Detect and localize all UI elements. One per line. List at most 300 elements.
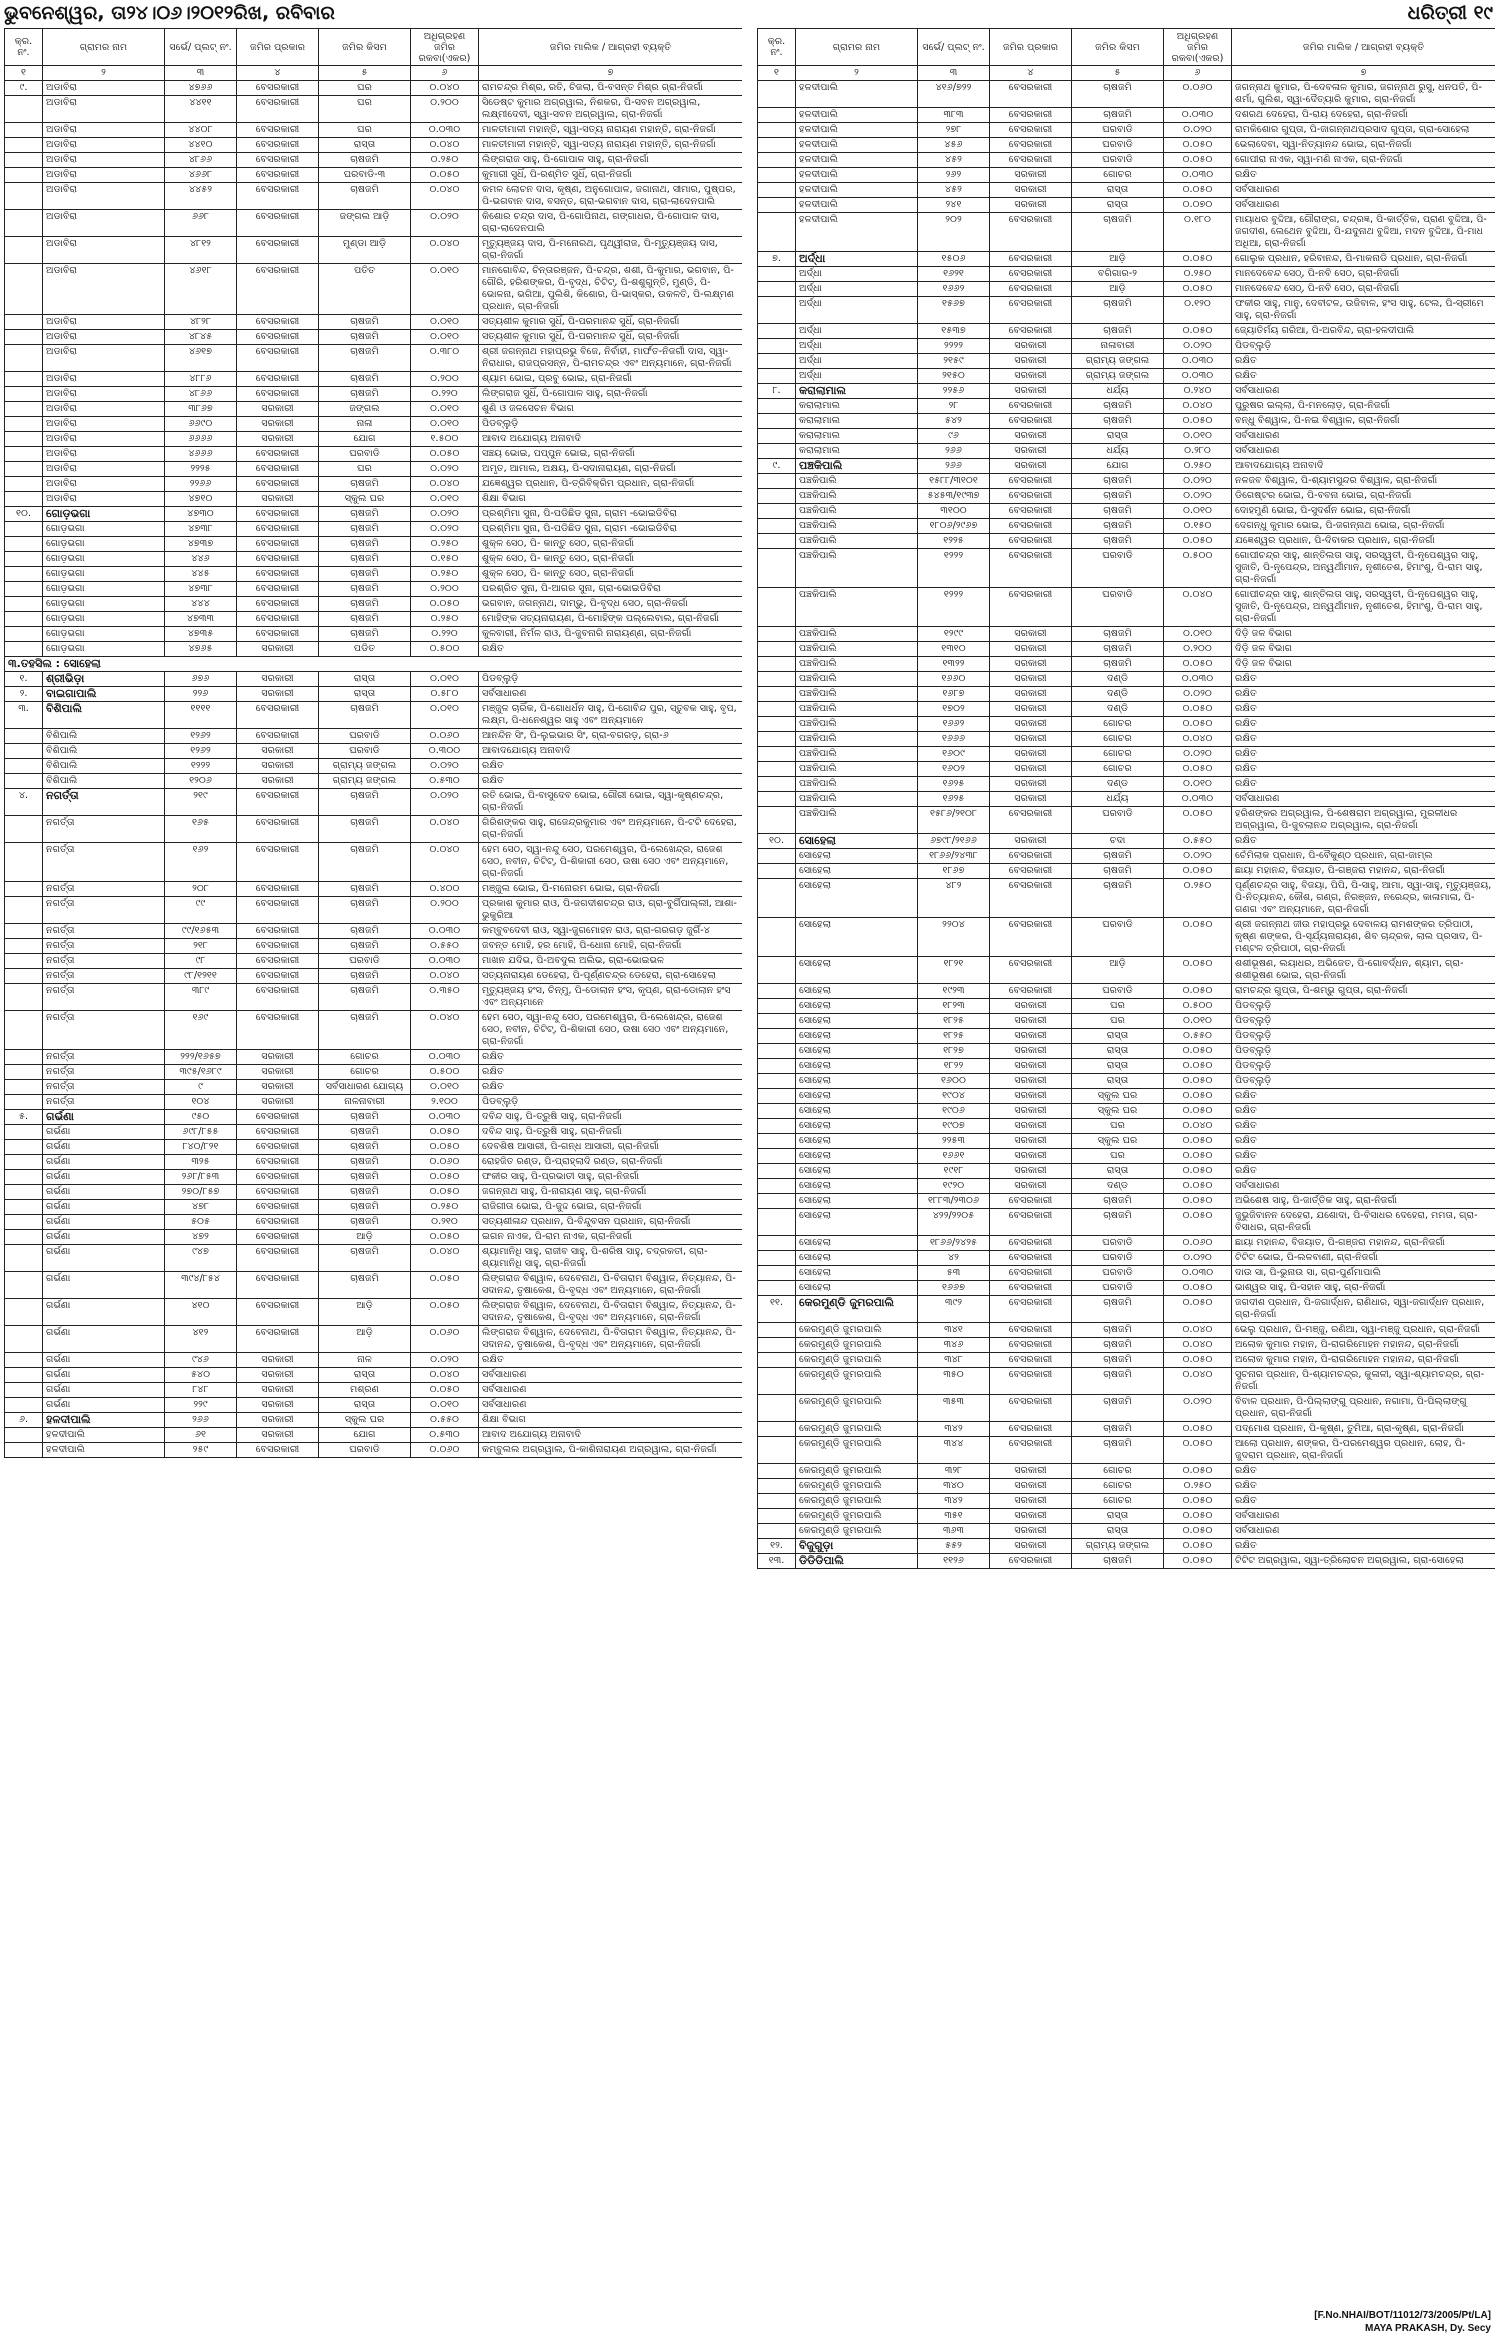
owner-cell: ମାନଗୋବିନ୍ଦ, ଚିନ୍ତାରଞ୍ଜନ, ପି-ଚନ୍ଦ୍ର, ଶଶୀ, ପି-କୁମାର, ଭଗବାନ, ପି-ଗୌରି, ହରିଶଙ୍କର, ପି-ବୃଦ୍ଧ, ଚିଟିଟ୍, ପି-ଶଶୁଗୁନ୍ତି, ମୁଣ୍ଡି, ପି-ଭୋଳନା, ଭଗିଆ, ପୁଲିଶି, କିଶୋର, ପି-ଭାସ୍କର, ଉକଳତି, ପି-ଲକ୍ଷ୍ମଣ ପ୍ରଧାନ, ଗ୍ରା-ନିଜର୍ଗା <box>479 264 743 315</box>
owner-cell: ପିଡବ୍ଲୁଡ଼ି <box>1232 1014 1496 1029</box>
kisam-cell: ନାଳାବାରୀ <box>1072 339 1164 354</box>
serial-cell <box>5 537 43 552</box>
serial-cell <box>5 462 43 477</box>
village-cell: ନଗର୍ତ୍ତା <box>43 1011 165 1050</box>
table-row <box>758 354 1496 369</box>
kisam-cell: ଘରବାଡି <box>1072 588 1164 627</box>
table-row <box>758 183 1496 198</box>
plot-number-cell: ୨୬୬ <box>918 444 990 459</box>
plot-number-cell: ୧୬୨୫ <box>918 777 990 792</box>
owner-cell: ସତ୍ୟଶୀଳ କୁମାର ସୁଧିଁ, ପି-ପରମାନନ୍ଦ ସୁଧିଁ, ଗ୍ରା-ନିଜର୍ଗା <box>479 330 743 345</box>
area-cell: ୦.୦୫୦ <box>1164 1494 1232 1509</box>
village-cell: ସୋହେଲା <box>796 879 918 918</box>
plot-number-cell: ୫୪୦ <box>165 1368 237 1383</box>
land-type-cell: ସରକାରୀ <box>237 492 319 507</box>
village-cell: ଗର୍ଭଣା <box>43 1245 165 1272</box>
owner-cell: ଜୁଭୁଜିବାନନ ଦେହେରା, ଯଶୋଦା, ପି-ବିସାଧର ଦେହେରା, ମମତା, ଗ୍ରା-ବିସାଧର, ଗ୍ରା-ନିଜର୍ଗା <box>1232 1209 1496 1236</box>
owner-cell: କମ୍ବୁଲଲ ଅଗ୍ରୱାଲ, ପି-କାଶିନାରାୟଣ ଅଗ୍ରୱାଲ, ଗ୍ରା-ନିଜର୍ଗା <box>479 1443 743 1458</box>
serial-cell <box>758 1338 796 1353</box>
area-cell: ୦.୨୫୦ <box>1164 1479 1232 1494</box>
table-row <box>758 1437 1496 1464</box>
area-cell: ୦.୫୫୦ <box>411 939 479 954</box>
plot-number-cell: ୯୮ <box>165 954 237 969</box>
land-type-cell: ସରକାରୀ <box>990 198 1072 213</box>
plot-number-cell: ୨୪୧ <box>918 198 990 213</box>
kisam-cell: ଚାଷଜମି <box>1072 489 1164 504</box>
serial-cell: ୧୨. <box>758 1539 796 1554</box>
serial-cell: ୫. <box>5 1110 43 1125</box>
plot-number-cell: ୧୮୨୫ <box>918 1029 990 1044</box>
serial-cell <box>758 474 796 489</box>
serial-cell <box>758 123 796 138</box>
land-type-cell: ବେସରକାରୀ <box>237 1230 319 1245</box>
land-type-cell: ସରକାରୀ <box>237 417 319 432</box>
kisam-cell: ଘର <box>319 81 411 96</box>
area-cell: ୦.୦୧୦ <box>411 1398 479 1413</box>
land-type-cell: ବେସରକାରୀ <box>990 588 1072 627</box>
plot-number-cell: ୩୯୨ <box>918 1296 990 1323</box>
plot-number-cell: ୩୯୪/୮୫୪ <box>165 1272 237 1299</box>
serial-cell <box>758 1014 796 1029</box>
table-row <box>5 939 743 954</box>
kisam-cell: ଚାଷଜମି <box>1072 519 1164 534</box>
plot-number-cell: ୧୭୦୨ <box>918 702 990 717</box>
owner-cell: ଜ୍ୟୋତିର୍ମୟ ଗରିଆ, ପି-ଅରବିନ୍ଦ, ଗ୍ରା-ହଳଦୀପାଲି <box>1232 324 1496 339</box>
serial-cell <box>758 1074 796 1089</box>
plot-number-cell: ୩୪୨ <box>918 1494 990 1509</box>
table-row <box>758 1464 1496 1479</box>
table-row <box>758 324 1496 339</box>
village-cell: କେରମୁଣ୍ଡି ଜୁମରପାଲି <box>796 1395 918 1422</box>
plot-number-cell: ୪୬୬୬ <box>165 447 237 462</box>
village-cell: ଅଡାବିରା <box>43 432 165 447</box>
plot-number-cell: ୧୨୨୨ <box>918 588 990 627</box>
owner-cell: ପଦ୍ମୋଶ ପ୍ରଧାନ, ପି-କୃଷ୍ଣ, ତୁମିଆ, ଗ୍ରା-କୃଷ୍ଣ, ଗ୍ରା-ନିଜର୍ଗା <box>1232 1422 1496 1437</box>
land-type-cell: ସରକାରୀ <box>990 444 1072 459</box>
plot-number-cell: ୨୧୮ <box>165 939 237 954</box>
table-row <box>758 1524 1496 1539</box>
kisam-cell: ଚାଷଜମି <box>319 597 411 612</box>
village-cell: ବିଶିପାଲି <box>43 774 165 789</box>
kisam-cell: ଚାଷଜମି <box>319 537 411 552</box>
village-cell: କେରମୁଣ୍ଡି ଜୁମରପାଲି <box>796 1296 918 1323</box>
kisam-cell: ଚାଷଜମି <box>1072 1296 1164 1323</box>
land-type-cell: ସରକାରୀ <box>990 1119 1072 1134</box>
owner-cell: ସତ୍ୟଶୀଳ କୁମାର ସୁଧିଁ, ପି-ପରମାନନ୍ଦ ସୁଧିଁ, ଗ୍ରା-ନିଜର୍ଗା <box>479 315 743 330</box>
plot-number-cell: ୧୮୨୫ <box>918 1014 990 1029</box>
kisam-cell: ଘରବାଡି <box>1072 123 1164 138</box>
area-cell: ୦.୫୦୦ <box>411 1065 479 1080</box>
land-type-cell: ବେସରକାରୀ <box>990 549 1072 588</box>
village-cell: କରାଲାମାଲ <box>796 399 918 414</box>
area-cell: ୦.୦୩୦ <box>411 924 479 939</box>
land-type-cell: ବେସରକାରୀ <box>990 957 1072 984</box>
land-type-cell: ବେସରକାରୀ <box>237 897 319 924</box>
plot-number-cell: ୩୫୦ <box>918 1368 990 1395</box>
owner-cell: ରାମଚନ୍ଦ୍ର ଗୁପ୍ତା, ପି-ଶମ୍ଭୁ ଗୁପ୍ତା, ଗ୍ରା-ନିଜର୍ଗା <box>1232 984 1496 999</box>
serial-cell <box>5 729 43 744</box>
kisam-cell: ଦଣ୍ଡି <box>1072 672 1164 687</box>
serial-cell <box>5 1245 43 1272</box>
owner-cell: ସିଡେଷ୍ଟ କୁମାର ଅଗ୍ରୱାଲ, ନିଶକର, ପି-ସବନ ଅଗ୍ରୱାଲ, ଲକ୍ଷ୍ମୀଦେବୀ, ସ୍ୱା-ସବନ ଅଗ୍ରୱାଲ, ଗ୍ରା-ନିଜର୍ଗା <box>479 96 743 123</box>
owner-cell: ରକ୍ଷିତ <box>479 774 743 789</box>
owner-cell: ପରଶ୍ରିତ ସୁନା, ପି-ଆଗର ସୁନା, ଗ୍ରା-ଭୋଇଡିବିରା <box>479 582 743 597</box>
village-cell: ସୋହେଲା <box>796 1251 918 1266</box>
village-cell: ସୋହେଲା <box>796 918 918 957</box>
serial-cell <box>5 123 43 138</box>
area-cell: ୦.୦୨୦ <box>1164 489 1232 504</box>
table-row <box>5 123 743 138</box>
kisam-cell: ଘର <box>319 96 411 123</box>
plot-number-cell: ୨୦୮ <box>165 882 237 897</box>
table-row <box>5 816 743 843</box>
plot-number-cell: ୪୪୫ <box>165 567 237 582</box>
area-cell: ୦.୦୩୦ <box>1164 1266 1232 1281</box>
area-cell: ୦.୫୫୦ <box>1164 1029 1232 1044</box>
area-cell: ୦.୦୧୦ <box>1164 777 1232 792</box>
owner-cell: ଦିଡ଼ି ଜଳ ବିଭାଗ <box>1232 642 1496 657</box>
area-cell: ୦.୦୩୦ <box>1164 369 1232 384</box>
plot-number-cell: ୬୯୮/୮୫୫ <box>165 1125 237 1140</box>
plot-number-cell: ୧୬୯ <box>165 1011 237 1050</box>
kisam-cell: ଚାଷଜମି <box>319 153 411 168</box>
kisam-cell: ଗୋଚର <box>319 1065 411 1080</box>
serial-cell <box>5 1155 43 1170</box>
table-row <box>5 1011 743 1050</box>
plot-number-cell: ୨୬୬ <box>918 459 990 474</box>
area-cell: ୦.୦୫୦ <box>411 1230 479 1245</box>
table-row <box>758 534 1496 549</box>
serial-cell: ୧୦. <box>5 507 43 522</box>
owner-cell: ଯଜ୍ଞେଶ୍ୱର ପ୍ରଧାନ, ପି-ଦିବାକର ପ୍ରଧାନ, ଗ୍ରା-ନିଜର୍ଗା <box>1232 534 1496 549</box>
village-cell: ବିଶିପାଲି <box>43 702 165 729</box>
serial-cell <box>758 549 796 588</box>
village-cell: ସୋହେଲା <box>796 834 918 849</box>
village-cell: ପଞ୍ଚକିପାଲି <box>796 807 918 834</box>
serial-cell <box>758 849 796 864</box>
area-cell: ୦.୦୫୦ <box>1164 1074 1232 1089</box>
table-row <box>758 849 1496 864</box>
area-cell: ୦.୦୫୦ <box>1164 1044 1232 1059</box>
kisam-cell: ଚାଷଜମି <box>319 1170 411 1185</box>
plot-number-cell: ୨୮ <box>918 399 990 414</box>
village-cell: ପଞ୍ଚକିପାଲି <box>796 717 918 732</box>
area-cell: ୦.୦୪୦ <box>411 1011 479 1050</box>
table-row <box>758 1044 1496 1059</box>
col-header-serial: କ୍ର. ନଂ. <box>758 29 796 66</box>
serial-cell <box>758 1251 796 1266</box>
plot-number-cell: ୧୨୬୨ <box>165 744 237 759</box>
table-row <box>758 732 1496 747</box>
plot-number-cell: ୪୮୧୨ <box>165 237 237 264</box>
serial-cell <box>5 969 43 984</box>
area-cell: ୦.୦୧୦ <box>411 315 479 330</box>
village-cell: କରାଲାମାଲ <box>796 414 918 429</box>
kisam-cell: ରାସ୍ତା <box>1072 429 1164 444</box>
kisam-cell: ଘରବାଡି <box>1072 984 1164 999</box>
kisam-cell: ଚାଷଜମି <box>319 882 411 897</box>
kisam-cell: ଆଡ଼ି <box>319 1326 411 1353</box>
village-cell: ଅଡାବିରା <box>43 492 165 507</box>
owner-cell: ଶିକ୍ଷା ବିଭାଗ <box>479 492 743 507</box>
kisam-cell: ପତିତ <box>319 264 411 315</box>
kisam-cell: ଗ୍ରାମ୍ୟ ଜଙ୍ଗଲ <box>319 774 411 789</box>
owner-cell: ଫକୀର ସାହୁ, ପି-ପ୍ରଭାତୀ ସାହୁ, ଗ୍ରା-ନିଜର୍ଗା <box>479 1170 743 1185</box>
owner-cell: ଗୋପୀରା ନାଏକ, ସ୍ୱା-ମଣି ନାଏକ, ଗ୍ରା-ନିଜର୍ଗା <box>1232 153 1496 168</box>
kisam-cell: ନାଳନାବାରୀ <box>319 1095 411 1110</box>
area-cell: ୦.୦୫୦ <box>1164 252 1232 267</box>
plot-number-cell: ୨୨୬ <box>165 687 237 702</box>
land-type-cell: ସରକାରୀ <box>237 687 319 702</box>
plot-number-cell: ୧୮୬୭ <box>918 864 990 879</box>
plot-number-cell: ୬୭୯୮/୨୧୬୬ <box>918 834 990 849</box>
table-row <box>5 1326 743 1353</box>
table-row <box>758 504 1496 519</box>
plot-number-cell: ୩୨୮ <box>918 1464 990 1479</box>
table-row <box>5 1185 743 1200</box>
plot-number-cell: ୨୬୨ <box>918 168 990 183</box>
area-cell: ୦.୦୨୦ <box>411 759 479 774</box>
village-cell: କେରମୁଣ୍ଡି ଜୁମରପାଲି <box>796 1509 918 1524</box>
village-cell: ନଗର୍ତ୍ତା <box>43 969 165 984</box>
col-number: ୬ <box>411 66 479 81</box>
plot-number-cell: ୧୯୦୭ <box>918 1119 990 1134</box>
land-type-cell: ବେସରକାରୀ <box>237 345 319 372</box>
kisam-cell: ଦଣ୍ଡ <box>1072 1179 1164 1194</box>
land-type-cell: ବେସରକାରୀ <box>237 315 319 330</box>
serial-cell <box>5 96 43 123</box>
owner-cell: ସର୍ବସାଧାରଣ <box>1232 1179 1496 1194</box>
serial-cell <box>758 1524 796 1539</box>
village-cell: ନଗର୍ତ୍ତା <box>43 1050 165 1065</box>
table-row <box>758 807 1496 834</box>
plot-number-cell: ୧୬୨୧ <box>918 267 990 282</box>
village-cell: ହଳଦୀପାଲି <box>796 81 918 108</box>
serial-cell <box>758 1323 796 1338</box>
kisam-cell: ଚାଷଜମି <box>319 612 411 627</box>
village-cell: ଗୋଡ଼ଭଗା <box>43 597 165 612</box>
kisam-cell: ଆଡ଼ି <box>1072 282 1164 297</box>
village-cell: ପଞ୍ଚକିପାଲି <box>796 672 918 687</box>
owner-cell: ଭେଲାଦେବା, ସ୍ୱା-ନିତ୍ୟାନନ୍ଦ ଭୋଇ, ଗ୍ରା-ନିଜର୍ଗା <box>1232 138 1496 153</box>
land-type-cell: ବେସରକାରୀ <box>237 1215 319 1230</box>
table-row <box>758 81 1496 108</box>
village-cell: ନଗର୍ତ୍ତା <box>43 789 165 816</box>
table-row <box>5 210 743 237</box>
plot-number-cell: ୪୫୨ <box>918 183 990 198</box>
serial-cell <box>5 372 43 387</box>
owner-cell: ଶୁଣି ଓ ଜଳସେଚନ ବିଭାଗ <box>479 402 743 417</box>
area-cell: ୦.୦୫୦ <box>1164 183 1232 198</box>
serial-cell <box>5 1326 43 1353</box>
table-row <box>758 519 1496 534</box>
table-row <box>758 1149 1496 1164</box>
owner-cell: ଆବାଦ ଅଯୋଗ୍ୟ ଅନାବାଦି <box>479 1428 743 1443</box>
village-cell: ଗୋଡ଼ଭଗା <box>43 552 165 567</box>
area-cell: ୦.୦୫୦ <box>1164 807 1232 834</box>
land-type-cell: ସରକାରୀ <box>990 1164 1072 1179</box>
land-type-cell: ସରକାରୀ <box>237 402 319 417</box>
village-cell: କେରମୁଣ୍ଡି ଜୁମରପାଲି <box>796 1479 918 1494</box>
area-cell: ୦.୦୪୦ <box>1164 399 1232 414</box>
kisam-cell: ଚାଷଜମି <box>1072 657 1164 672</box>
village-cell: କରାଲାମାଲ <box>796 384 918 399</box>
land-type-cell: ବେସରକାରୀ <box>237 96 319 123</box>
table-row <box>758 1134 1496 1149</box>
serial-cell <box>758 183 796 198</box>
village-cell: ହଳଦୀପାଲି <box>796 198 918 213</box>
col-header-kisam: ଜମିର କିସମ <box>319 29 411 66</box>
table-row <box>5 882 743 897</box>
plot-number-cell: ୪୪୦୮ <box>165 123 237 138</box>
area-cell: ୦.୦୬୦ <box>411 1326 479 1353</box>
village-cell: ଅଡାବିରା <box>43 210 165 237</box>
land-type-cell: ସରକାରୀ <box>990 429 1072 444</box>
plot-number-cell: ୧୬୨ <box>165 843 237 882</box>
kisam-cell: ଚାଷଜମି <box>1072 504 1164 519</box>
kisam-cell: ଚାଷଜମି <box>319 183 411 210</box>
land-type-cell: ସରକାରୀ <box>990 1104 1072 1119</box>
kisam-cell: ଘର <box>1072 1149 1164 1164</box>
land-type-cell: ବେସରକାରୀ <box>237 237 319 264</box>
table-row <box>5 897 743 924</box>
plot-number-cell: ୯ <box>165 1080 237 1095</box>
serial-cell <box>758 399 796 414</box>
kisam-cell: ଗୋଚର <box>1072 1479 1164 1494</box>
kisam-cell: ଜଙ୍ଗଲ <box>319 402 411 417</box>
owner-cell: ରକ୍ଷିତ <box>1232 762 1496 777</box>
kisam-cell: ମୁଣ୍ଡା ଆଡ଼ି <box>319 237 411 264</box>
serial-cell <box>5 1095 43 1110</box>
col-number: ୧ <box>758 66 796 81</box>
col-number: ୩ <box>918 66 990 81</box>
area-cell: ୦.୦୨୦ <box>411 1353 479 1368</box>
serial-cell <box>758 957 796 984</box>
serial-cell <box>758 489 796 504</box>
area-cell: ୦.୦୩୦ <box>411 123 479 138</box>
page-number: ଧରିତ୍ରୀ ୧୯ <box>1407 2 1493 24</box>
kisam-cell: ଧର୍ଯ୍ୟ <box>1072 444 1164 459</box>
plot-number-cell: ୧୬୬୧ <box>918 1149 990 1164</box>
kisam-cell: ସର୍ବସାଧାରଣ ଯୋଗ୍ୟ <box>319 1080 411 1095</box>
kisam-cell: ସ୍କୁଲ ଘର <box>319 1413 411 1428</box>
table-row <box>758 1089 1496 1104</box>
kisam-cell: ଚାଷଜମି <box>319 1245 411 1272</box>
plot-number-cell: ୪୪୬ <box>165 552 237 567</box>
table-row <box>5 969 743 984</box>
owner-cell: ରତି ଭୋଇ, ପି-ବାସୁଦେବ ଭୋଇ, ଗୌରୀ ଭୋଇ, ସ୍ୱା-କୃଷ୍ଣଚନ୍ଦ୍ର, ଗ୍ରା-ନିଜର୍ଗା <box>479 789 743 816</box>
kisam-cell: ଚାଷଜମି <box>319 924 411 939</box>
serial-cell <box>5 1398 43 1413</box>
land-type-cell: ସରକାରୀ <box>990 459 1072 474</box>
area-cell: ୦.୦୫୦ <box>1164 702 1232 717</box>
table-row <box>758 834 1496 849</box>
kisam-cell: ଆଡ଼ି <box>1072 957 1164 984</box>
serial-cell <box>758 642 796 657</box>
owner-cell: ଶୁକ୍ଳ ସେଠ, ପି- କାନ୍ତୁ ସେଠ, ଗ୍ରା-ନିଜର୍ଗା <box>479 537 743 552</box>
table-row <box>5 522 743 537</box>
kisam-cell: ଗୋଚର <box>1072 168 1164 183</box>
village-cell: ପଞ୍ଚକିପାଲି <box>796 627 918 642</box>
land-type-cell: ସରକାରୀ <box>990 1014 1072 1029</box>
village-cell: ସୋହେଲା <box>796 1164 918 1179</box>
kisam-cell: ନାଳା <box>319 417 411 432</box>
table-row <box>5 1080 743 1095</box>
land-type-cell: ବେସରକାରୀ <box>990 108 1072 123</box>
kisam-cell: ଚାଷଜମି <box>319 1011 411 1050</box>
area-cell: ୨.୧୦୦ <box>411 1095 479 1110</box>
plot-number-cell: ୨୬୬ <box>165 1413 237 1428</box>
serial-cell <box>758 297 796 324</box>
owner-cell: ଶୁକ୍ଳ ସେଠ, ପି- କାନ୍ତୁ ସେଠ, ଗ୍ରା-ନିଜର୍ଗା <box>479 552 743 567</box>
serial-cell <box>5 315 43 330</box>
kisam-cell: ରାସ୍ତା <box>1072 183 1164 198</box>
kisam-cell: ଯୋଗ <box>319 432 411 447</box>
kisam-cell: ଗୋଚର <box>1072 717 1164 732</box>
serial-cell <box>758 807 796 834</box>
owner-cell: ସୁଚନାର ପ୍ରଧାନ, ପି-ଶ୍ୟାମଚନ୍ଦ୍ର, କୁଳାଳୀ, ସ୍ୱା-ଶ୍ୟାମଚନ୍ଦ୍ର, ଗ୍ରା-ନିଜର୍ଗା <box>1232 1368 1496 1395</box>
kisam-cell: ସ୍କୁଲ ଘର <box>1072 1134 1164 1149</box>
land-type-cell: ବେସରକାରୀ <box>990 474 1072 489</box>
village-cell: ସୋହେଲା <box>796 1089 918 1104</box>
kisam-cell: ଘରବାଡି <box>1072 153 1164 168</box>
owner-cell: ଅଭିଶେଷ ସାହୁ, ପି-ଜାର୍ତ୍ତିକ ସାହୁ, ଗ୍ରା-ନିଜର୍ଗା <box>1232 1194 1496 1209</box>
kisam-cell: ଘରବାଡି <box>319 447 411 462</box>
land-type-cell: ସରକାରୀ <box>237 774 319 789</box>
serial-cell <box>758 1119 796 1134</box>
kisam-cell: ଘରବାଡି <box>1072 549 1164 588</box>
kisam-cell: ଘରବାଡି <box>1072 918 1164 957</box>
owner-cell: ଶ୍ରୀ ଜଗନ୍ନାଥ ଜୀଉ ମହାପ୍ରଭୁ ଦେବାଳୟ ରାମଶଙ୍କର ତ୍ରିପାଠୀ, କୃଷ୍ଣ ଶଙ୍କର, ପି-ସୂର୍ଯ୍ୟନାରାୟଣ, ଶିବ ଚାନ୍ଦ୍ରକ, ଲାଲ ପ୍ରସାଦ, ପି-ମଣ୍ଟଳ ତ୍ରିପାଠୀ, ଗ୍ରା-ନିଜର୍ଗା <box>1232 918 1496 957</box>
col-number: ୩ <box>165 66 237 81</box>
owner-cell: ରକ୍ଷିତ <box>479 1050 743 1065</box>
area-cell: ୦.୦୧୦ <box>411 702 479 729</box>
plot-number-cell: ୪୭୮ <box>165 1200 237 1215</box>
serial-cell <box>5 1299 43 1326</box>
table-row <box>758 339 1496 354</box>
serial-cell <box>5 1080 43 1095</box>
kisam-cell: ଗ୍ରାମ୍ୟ ଜଙ୍ଗଲ <box>319 759 411 774</box>
col-number: ୭ <box>479 66 743 81</box>
kisam-cell: ଚଦା <box>1072 834 1164 849</box>
plot-number-cell: ୧୬୬୭ <box>918 1281 990 1296</box>
village-cell: ଗର୍ଭଣା <box>43 1125 165 1140</box>
serial-cell <box>5 897 43 924</box>
kisam-cell: ଚାଷଜମି <box>319 702 411 729</box>
owner-cell: ରକ୍ଷିତ <box>1232 1539 1496 1554</box>
plot-number-cell: ୪୬୧୮ <box>165 264 237 315</box>
owner-cell: ମଞ୍ଜୁଲ ଭୋଇ, ପି-ମନୋରମ ଭୋଇ, ଗ୍ରା-ନିଜର୍ଗା <box>479 882 743 897</box>
serial-cell <box>5 447 43 462</box>
plot-number-cell: ୨୨୬୬ <box>165 477 237 492</box>
plot-number-cell: ୧୮୨୩ <box>918 999 990 1014</box>
village-cell: ଗର୍ଭଣା <box>43 1140 165 1155</box>
table-row <box>758 1395 1496 1422</box>
village-cell: ସୋହେଲା <box>796 1209 918 1236</box>
area-cell: ୦.୦୫୦ <box>411 1383 479 1398</box>
village-cell: ନଗର୍ତ୍ତା <box>43 984 165 1011</box>
land-type-cell: ବେସରକାରୀ <box>237 522 319 537</box>
village-cell: ସୋହେଲା <box>796 1059 918 1074</box>
owner-cell: ଆବାଦ ଅଯୋଗ୍ୟ ଅନାବାଦି <box>479 432 743 447</box>
table-row <box>758 138 1496 153</box>
kisam-cell: ରାସ୍ତା <box>319 1368 411 1383</box>
village-cell: ଗର୍ଭଣା <box>43 1215 165 1230</box>
owner-cell: ହରିଶଙ୍କର ଅଗ୍ରୱାଲ, ପି-ଶେଷରାମ ଅଗ୍ରୱାଲ, ମୁରଳୀଧର ଅଗ୍ରୱାଲ, ପି-ଜୁବଲାନନ୍ଦ ଅଗ୍ରୱାଲ, ଗ୍ରା-ନିଜର୍ଗା <box>1232 807 1496 834</box>
serial-cell <box>758 918 796 957</box>
village-cell: ଅଡାବିରା <box>43 138 165 153</box>
area-cell: ୦.୦୫୦ <box>411 1185 479 1200</box>
